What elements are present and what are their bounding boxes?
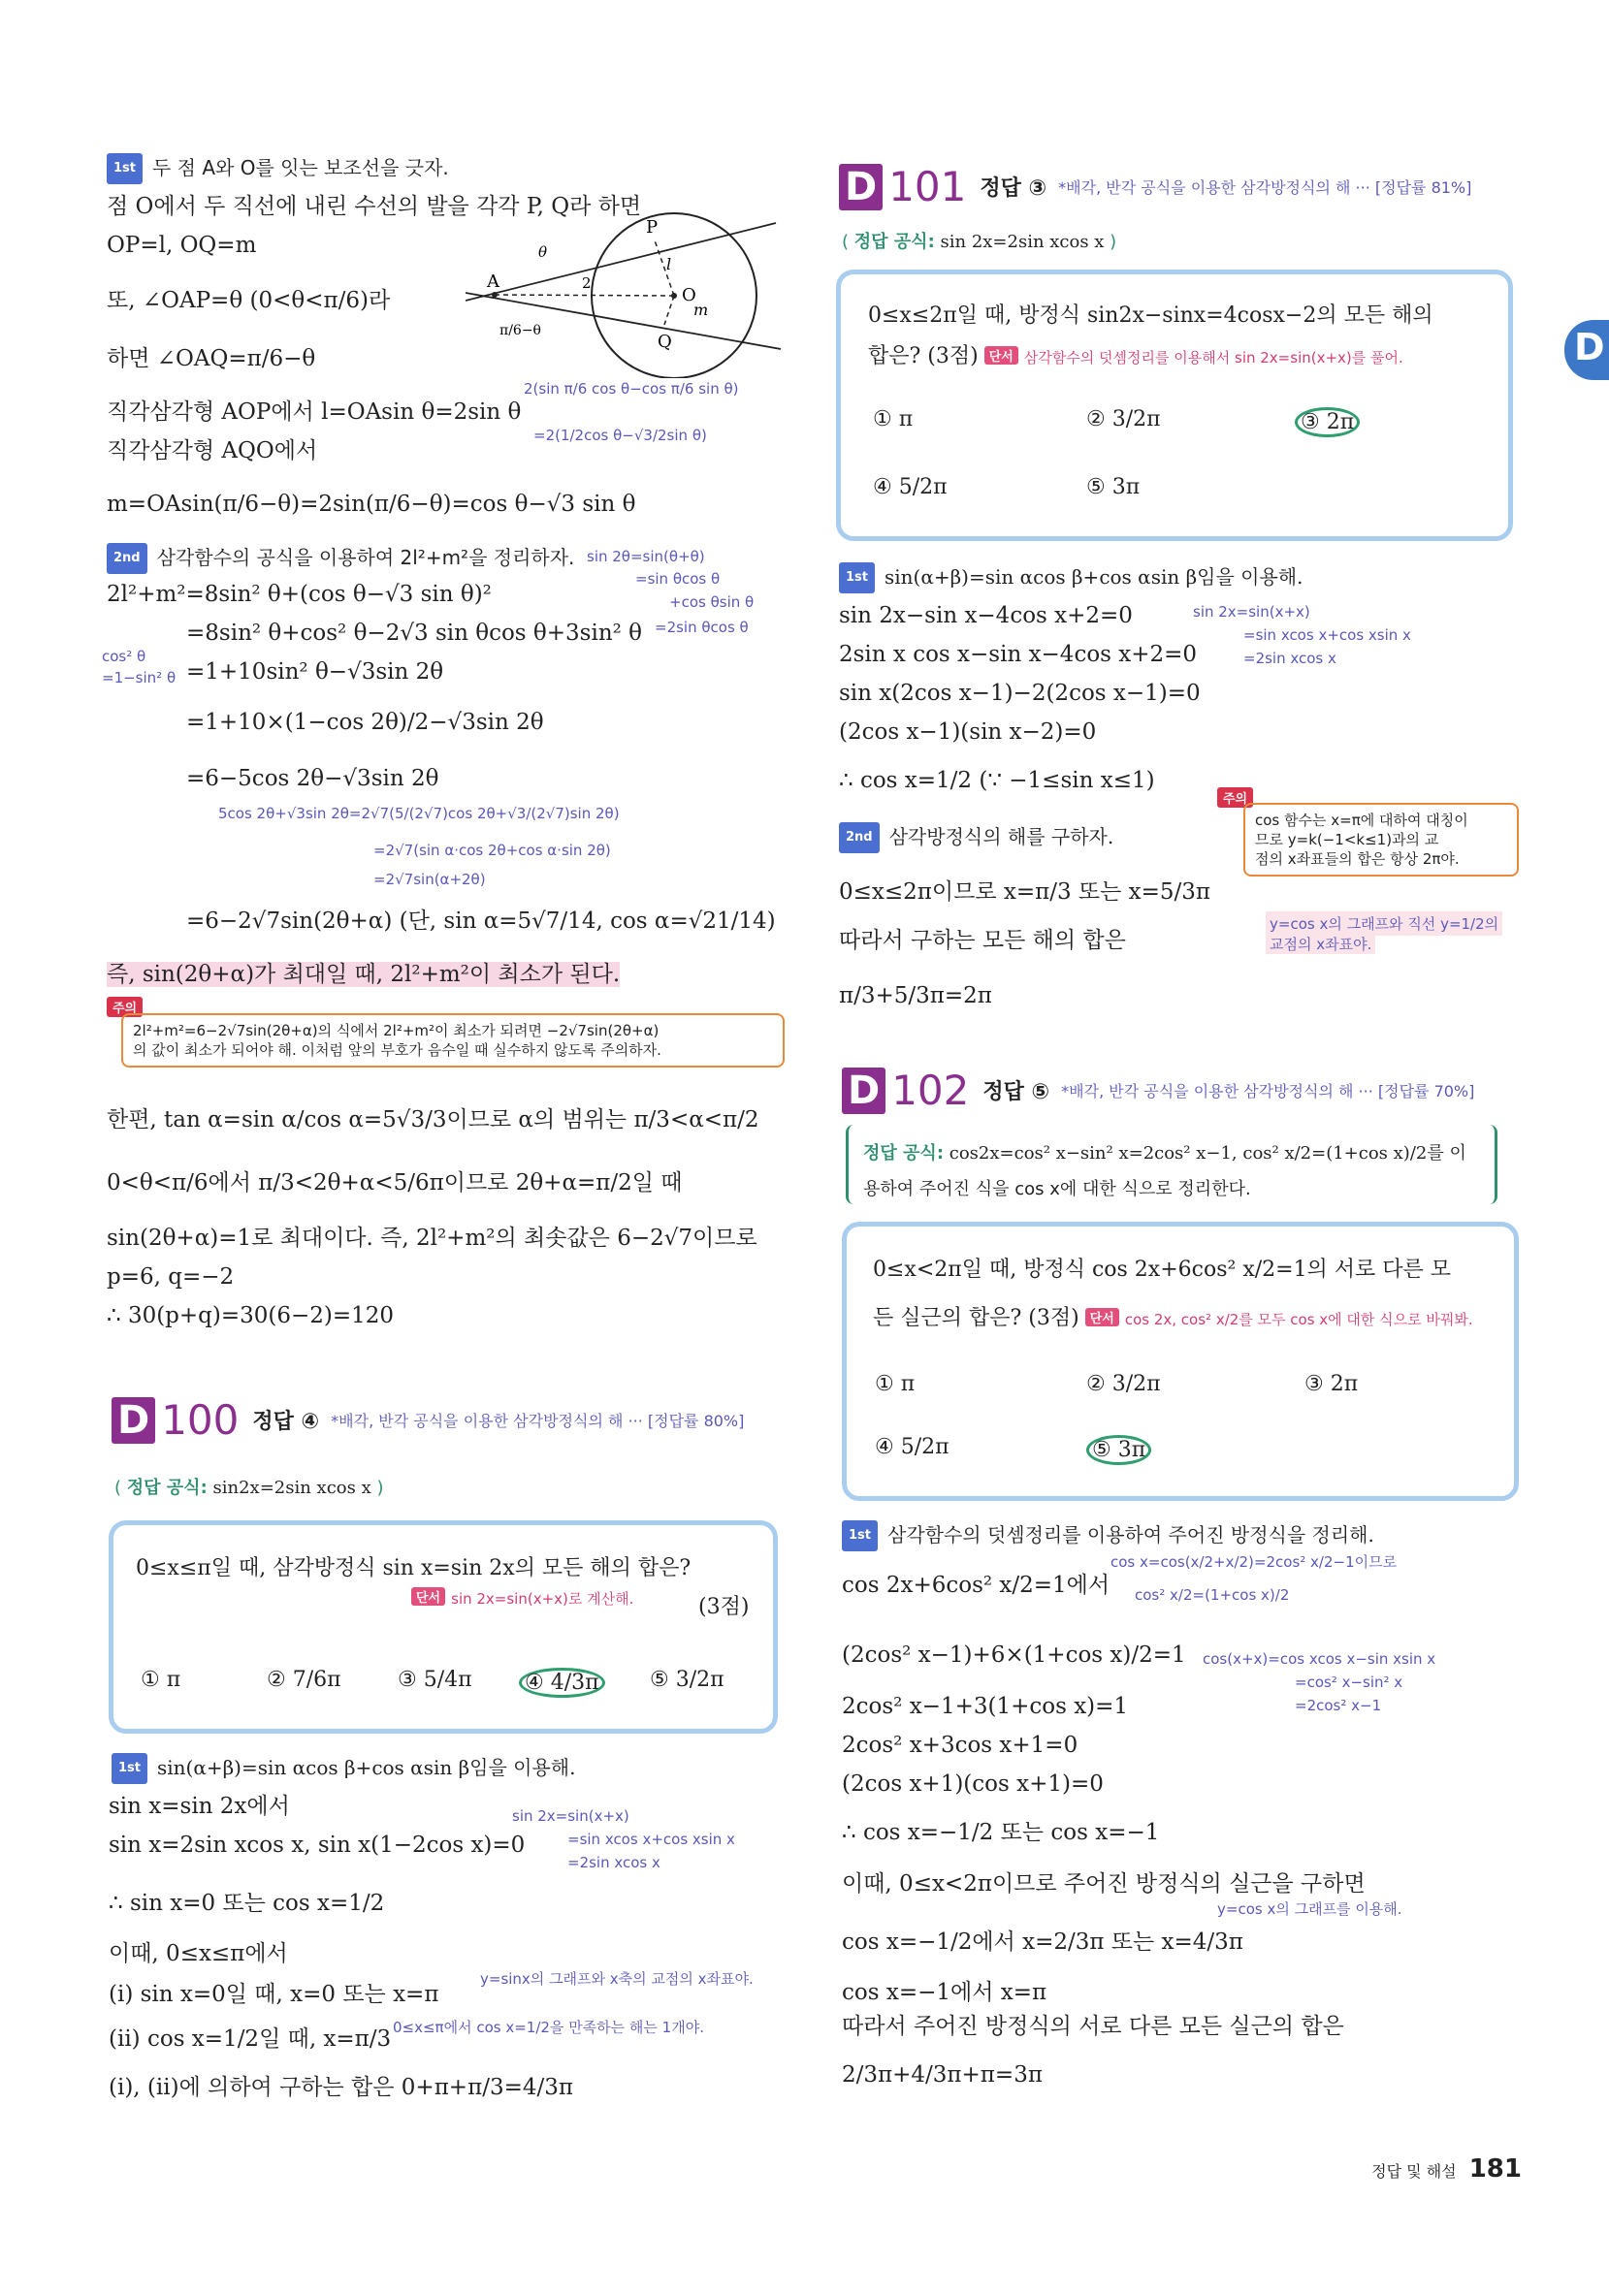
choice-5[interactable]: ⑤ 3/2π xyxy=(650,1668,724,1692)
equation: 한편, tan α=sin α/cos α=5√3/3이므로 α의 범위는 π/3<α<π/2 xyxy=(107,1107,759,1132)
annotation: =2sin xcos x xyxy=(1243,650,1336,667)
annotation: sin 2x=sin(x+x) xyxy=(512,1807,629,1825)
equation: (ii) cos x=1/2일 때, x=π/3 xyxy=(109,2026,392,2052)
choice-4-correct[interactable]: ④ 4/3π xyxy=(519,1668,605,1698)
question-text: 합은? (3점) 단서 삼각함수의 덧셈정리를 이용해서 sin 2x=sin(x+x)를 풀어. xyxy=(868,344,1403,368)
equation: (i) sin x=0일 때, x=0 또는 x=π xyxy=(109,1982,439,2007)
annotation: cos² θ xyxy=(102,648,146,665)
label-A: A xyxy=(487,271,499,292)
equation: cos x=−1에서 x=π xyxy=(842,1980,1047,2005)
equation: cos 2x+6cos² x/2=1에서 xyxy=(842,1573,1110,1598)
hint: 단서 sin 2x=sin(x+x)로 계산해. xyxy=(405,1585,633,1610)
label-P: P xyxy=(646,217,659,238)
warning-box xyxy=(121,1013,785,1068)
equation: 2sin x cos x−sin x−4cos x+2=0 xyxy=(839,642,1198,667)
equation: 2cos² x−1+3(1+cos x)=1 xyxy=(842,1694,1129,1719)
choice-1[interactable]: ① π xyxy=(875,1372,916,1396)
annotation: 0≤x≤π에서 cos x=1/2을 만족하는 해는 1개야. xyxy=(393,2019,704,2036)
equation: =1+10×(1−cos 2θ)/2−√3sin 2θ xyxy=(186,710,544,735)
warning-tag: 주의 xyxy=(1217,787,1253,808)
warning-box: cos 함수는 x=π에 대하여 대칭이 므로 y=k(−1<k≤1)과의 교 점의 x좌표들의 합은 항상 2π야. xyxy=(1243,803,1519,877)
equation: =8sin² θ+cos² θ−2√3 sin θcos θ+3sin² θ xyxy=(186,621,643,646)
circle-tangent-diagram xyxy=(466,204,786,378)
choice-1[interactable]: ① π xyxy=(873,407,914,431)
choice-4[interactable]: ④ 5/2π xyxy=(875,1435,949,1459)
equation: ∴ cos x=−1/2 또는 cos x=−1 xyxy=(842,1820,1160,1845)
answer-label: 정답 ⑤ xyxy=(982,1080,1050,1104)
equation: 0≤x≤2π이므로 x=π/3 또는 x=5/3π xyxy=(839,879,1211,905)
annotation: cos² x/2=(1+cos x)/2 xyxy=(1135,1586,1290,1604)
label-angle: π/6−θ xyxy=(499,323,541,338)
equation: 2l²+m²=8sin² θ+(cos θ−√3 sin θ)² xyxy=(107,582,492,607)
d-badge: D xyxy=(112,1397,155,1444)
annotation: =2sin θcos θ xyxy=(655,619,749,636)
line: 또, ∠OAP=θ (0<θ<π/6)라 xyxy=(107,288,391,313)
question-text: 0≤x≤2π일 때, 방정식 sin2x−sinx=4cosx−2의 모든 해의 xyxy=(868,303,1433,328)
problem-meta: *배각, 반각 공식을 이용한 삼각방정식의 해 ··· [정답률 81%] xyxy=(1058,178,1472,197)
step-tag: 2nd xyxy=(107,543,147,574)
annotation: =cos² x−sin² x xyxy=(1295,1674,1403,1691)
answer-formula-2: 용하여 주어진 식을 cos x에 대한 식으로 정리한다. xyxy=(863,1179,1251,1199)
annotation: =sin xcos x+cos xsin x xyxy=(1243,626,1411,644)
footer-label: 정답 및 해설 xyxy=(1371,2162,1457,2181)
chapter-tab[interactable]: D xyxy=(1564,320,1609,380)
d-badge: D xyxy=(839,164,883,210)
annotation: =1−sin² θ xyxy=(102,669,177,686)
annotation: +cos θsin θ xyxy=(669,593,755,611)
step-2nd-left: 2nd 삼각함수의 공식을 이용하여 2l²+m²을 정리하자. xyxy=(107,543,574,574)
annotation: 5cos 2θ+√3sin 2θ=2√7(5/(2√7)cos 2θ+√3/(2√7)sin 2θ) xyxy=(218,805,620,822)
equation: 따라서 구하는 모든 해의 합은 xyxy=(839,928,1126,953)
choice-5[interactable]: ⑤ 3π xyxy=(1086,475,1141,499)
annotation: =sin xcos x+cos xsin x xyxy=(567,1831,735,1848)
problem-101-header xyxy=(839,163,1471,210)
choice-5-correct[interactable]: ⑤ 3π xyxy=(1086,1435,1151,1465)
answer-formula: ( 정답 공식: sin 2x=2sin xcos x ) xyxy=(842,232,1117,252)
question-text: 든 실근의 합은? (3점) 단서 cos 2x, cos² x/2를 모두 cos x에 대한 식으로 바꿔봐. xyxy=(873,1306,1473,1330)
equation: =1+10sin² θ−√3sin 2θ xyxy=(186,659,444,685)
equation: 이때, 0≤x<2π이므로 주어진 방정식의 실근을 구하면 xyxy=(842,1871,1366,1897)
equation: (2cos x+1)(cos x+1)=0 xyxy=(842,1771,1104,1797)
label-m: m xyxy=(693,301,709,319)
annotation: =2(1/2cos θ−√3/2sin θ) xyxy=(533,427,707,444)
problem-102-header xyxy=(842,1067,1474,1114)
equation: 따라서 주어진 방정식의 서로 다른 모든 실근의 합은 xyxy=(842,2014,1344,2039)
problem-number: 101 xyxy=(888,163,967,210)
label-Q: Q xyxy=(658,332,672,352)
question-text: 0≤x≤π일 때, 삼각방정식 sin x=sin 2x의 모든 해의 합은? xyxy=(136,1556,692,1580)
equation: 2cos² x+3cos x+1=0 xyxy=(842,1733,1078,1758)
choice-2[interactable]: ② 3/2π xyxy=(1086,407,1161,431)
annotation: =2cos² x−1 xyxy=(1295,1697,1382,1714)
annotation: =2√7(sin α·cos 2θ+cos α·sin 2θ) xyxy=(373,842,611,859)
problem-meta: *배각, 반각 공식을 이용한 삼각방정식의 해 ··· [정답률 80%] xyxy=(331,1412,745,1430)
annotation: =sin θcos θ xyxy=(635,570,721,588)
equation: 0<θ<π/6에서 π/3<2θ+α<5/6π이므로 2θ+α=π/2일 때 xyxy=(107,1170,683,1196)
equation: ∴ cos x=1/2 (∵ −1≤sin x≤1) xyxy=(839,768,1155,793)
choice-2[interactable]: ② 7/6π xyxy=(267,1668,341,1692)
label-theta: θ xyxy=(538,243,548,261)
choice-3[interactable]: ③ 5/4π xyxy=(398,1668,472,1692)
equation: sin x=2sin xcos x, sin x(1−2cos x)=0 xyxy=(109,1833,526,1858)
annotation: =2√7sin(α+2θ) xyxy=(373,871,486,888)
annotation: y=cos x의 그래프와 직선 y=1/2의 xyxy=(1266,911,1502,936)
equation: sin x(2cos x−1)−2(2cos x−1)=0 xyxy=(839,681,1201,706)
annotation: =2sin xcos x xyxy=(567,1854,660,1871)
choice-3-correct[interactable]: ③ 2π xyxy=(1295,407,1360,437)
label-l: l xyxy=(666,255,672,273)
choice-3[interactable]: ③ 2π xyxy=(1304,1372,1359,1396)
step-1st-p101: 1st sin(α+β)=sin αcos β+cos αsin β임을 이용해. xyxy=(839,562,1303,593)
question-text: 0≤x<2π일 때, 방정식 cos 2x+6cos² x/2=1의 서로 다른 모 xyxy=(873,1258,1452,1282)
equation: ∴ 30(p+q)=30(6−2)=120 xyxy=(107,1303,395,1328)
line: 직각삼각형 AOP에서 l=OAsin θ=2sin θ xyxy=(107,399,522,425)
equation: ∴ sin x=0 또는 cos x=1/2 xyxy=(109,1891,385,1916)
label-2: 2 xyxy=(582,274,592,292)
equation: =6−5cos 2θ−√3sin 2θ xyxy=(186,766,439,791)
equation: 이때, 0≤x≤π에서 xyxy=(109,1941,288,1966)
answer-label: 정답 ④ xyxy=(252,1410,320,1434)
line: 직각삼각형 AQO에서 xyxy=(107,438,318,463)
annotation: 2(sin π/6 cos θ−cos π/6 sin θ) xyxy=(524,380,739,398)
equation: (2cos x−1)(sin x−2)=0 xyxy=(839,719,1097,745)
answer-formula: 정답 공식: cos2x=cos² x−sin² x=2cos² x−1, cos² x/2=(1+cos x)/2를 이 xyxy=(863,1143,1466,1164)
annotation: sin 2θ=sin(θ+θ) xyxy=(587,548,705,565)
equation: cos x=−1/2에서 x=2/3π 또는 x=4/3π xyxy=(842,1929,1243,1955)
answer-label: 정답 ③ xyxy=(980,176,1047,201)
equation: (2cos² x−1)+6×(1+cos x)/2=1 xyxy=(842,1642,1186,1668)
line: 하면 ∠OAQ=π/6−θ xyxy=(107,346,316,371)
choice-1[interactable]: ① π xyxy=(141,1668,181,1692)
problem-number: 100 xyxy=(161,1396,240,1444)
equation: 2/3π+4/3π+π=3π xyxy=(842,2062,1043,2088)
annotation: cos x=cos(x/2+x/2)=2cos² x/2−1이므로 xyxy=(1110,1553,1398,1571)
step-2nd-p101: 2nd 삼각방정식의 해를 구하자. xyxy=(839,822,1113,853)
label-O: O xyxy=(682,285,696,305)
step-1st-p102: 1st 삼각함수의 덧셈정리를 이용하여 주어진 방정식을 정리해. xyxy=(842,1520,1374,1551)
step-1st-p100: 1st sin(α+β)=sin αcos β+cos αsin β임을 이용해. xyxy=(112,1753,575,1784)
problem-meta: *배각, 반각 공식을 이용한 삼각방정식의 해 ··· [정답률 70%] xyxy=(1061,1082,1475,1100)
annotation: 교점의 x좌표야. xyxy=(1266,934,1375,954)
step-1st-left: 1st 두 점 A와 O를 잇는 보조선을 긋자. xyxy=(107,153,449,184)
equation: p=6, q=−2 xyxy=(107,1264,235,1290)
problem-number: 102 xyxy=(891,1067,970,1114)
annotation: cos(x+x)=cos xcos x−sin xsin x xyxy=(1203,1650,1436,1668)
annotation: y=cos x의 그래프를 이용해. xyxy=(1217,1900,1402,1918)
equation: sin(2θ+α)=1로 최대이다. 즉, 2l²+m²의 최솟값은 6−2√7이므로 xyxy=(107,1226,757,1251)
equation: =6−2√7sin(2θ+α) (단, sin α=5√7/14, cos α=√21/14) xyxy=(186,909,776,934)
problem-100-header xyxy=(112,1396,744,1444)
line: 점 O에서 두 직선에 내린 수선의 발을 각각 P, Q라 하면 xyxy=(107,194,642,219)
page-footer xyxy=(1371,2154,1522,2184)
equation: (i), (ii)에 의하여 구하는 합은 0+π+π/3=4/3π xyxy=(109,2075,573,2100)
line: OP=l, OQ=m xyxy=(107,233,257,258)
warning-text: 의 값이 최소가 되어야 해. 이처럼 앞의 부호가 음수일 때 실수하지 않도록 주의하자. xyxy=(133,1041,661,1059)
choice-4[interactable]: ④ 5/2π xyxy=(873,475,948,499)
annotation: sin 2x=sin(x+x) xyxy=(1193,603,1310,621)
line: m=OAsin(π/6−θ)=2sin(π/6−θ)=cos θ−√3 sin θ xyxy=(107,492,636,517)
equation: π/3+5/3π=2π xyxy=(839,983,992,1008)
equation: sin 2x−sin x−4cos x+2=0 xyxy=(839,603,1133,628)
points: (3점) xyxy=(698,1595,750,1619)
annotation: y=sinx의 그래프와 x축의 교점의 x좌표야. xyxy=(480,1970,754,1988)
warning-text: 2l²+m²=6−2√7sin(2θ+α)의 식에서 2l²+m²이 최소가 되려면 −2√7sin(2θ+α) xyxy=(133,1022,660,1039)
page-number: 181 xyxy=(1468,2154,1522,2184)
answer-formula: ( 정답 공식: sin2x=2sin xcos x ) xyxy=(114,1478,384,1498)
choice-2[interactable]: ② 3/2π xyxy=(1086,1372,1161,1396)
step-tag: 1st xyxy=(107,153,143,184)
conclusion: 즉, sin(2θ+α)가 최대일 때, 2l²+m²이 최소가 된다. xyxy=(107,962,621,987)
d-badge: D xyxy=(842,1068,885,1114)
warning-tag: 주의 xyxy=(107,997,143,1017)
equation: sin x=sin 2x에서 xyxy=(109,1794,290,1819)
